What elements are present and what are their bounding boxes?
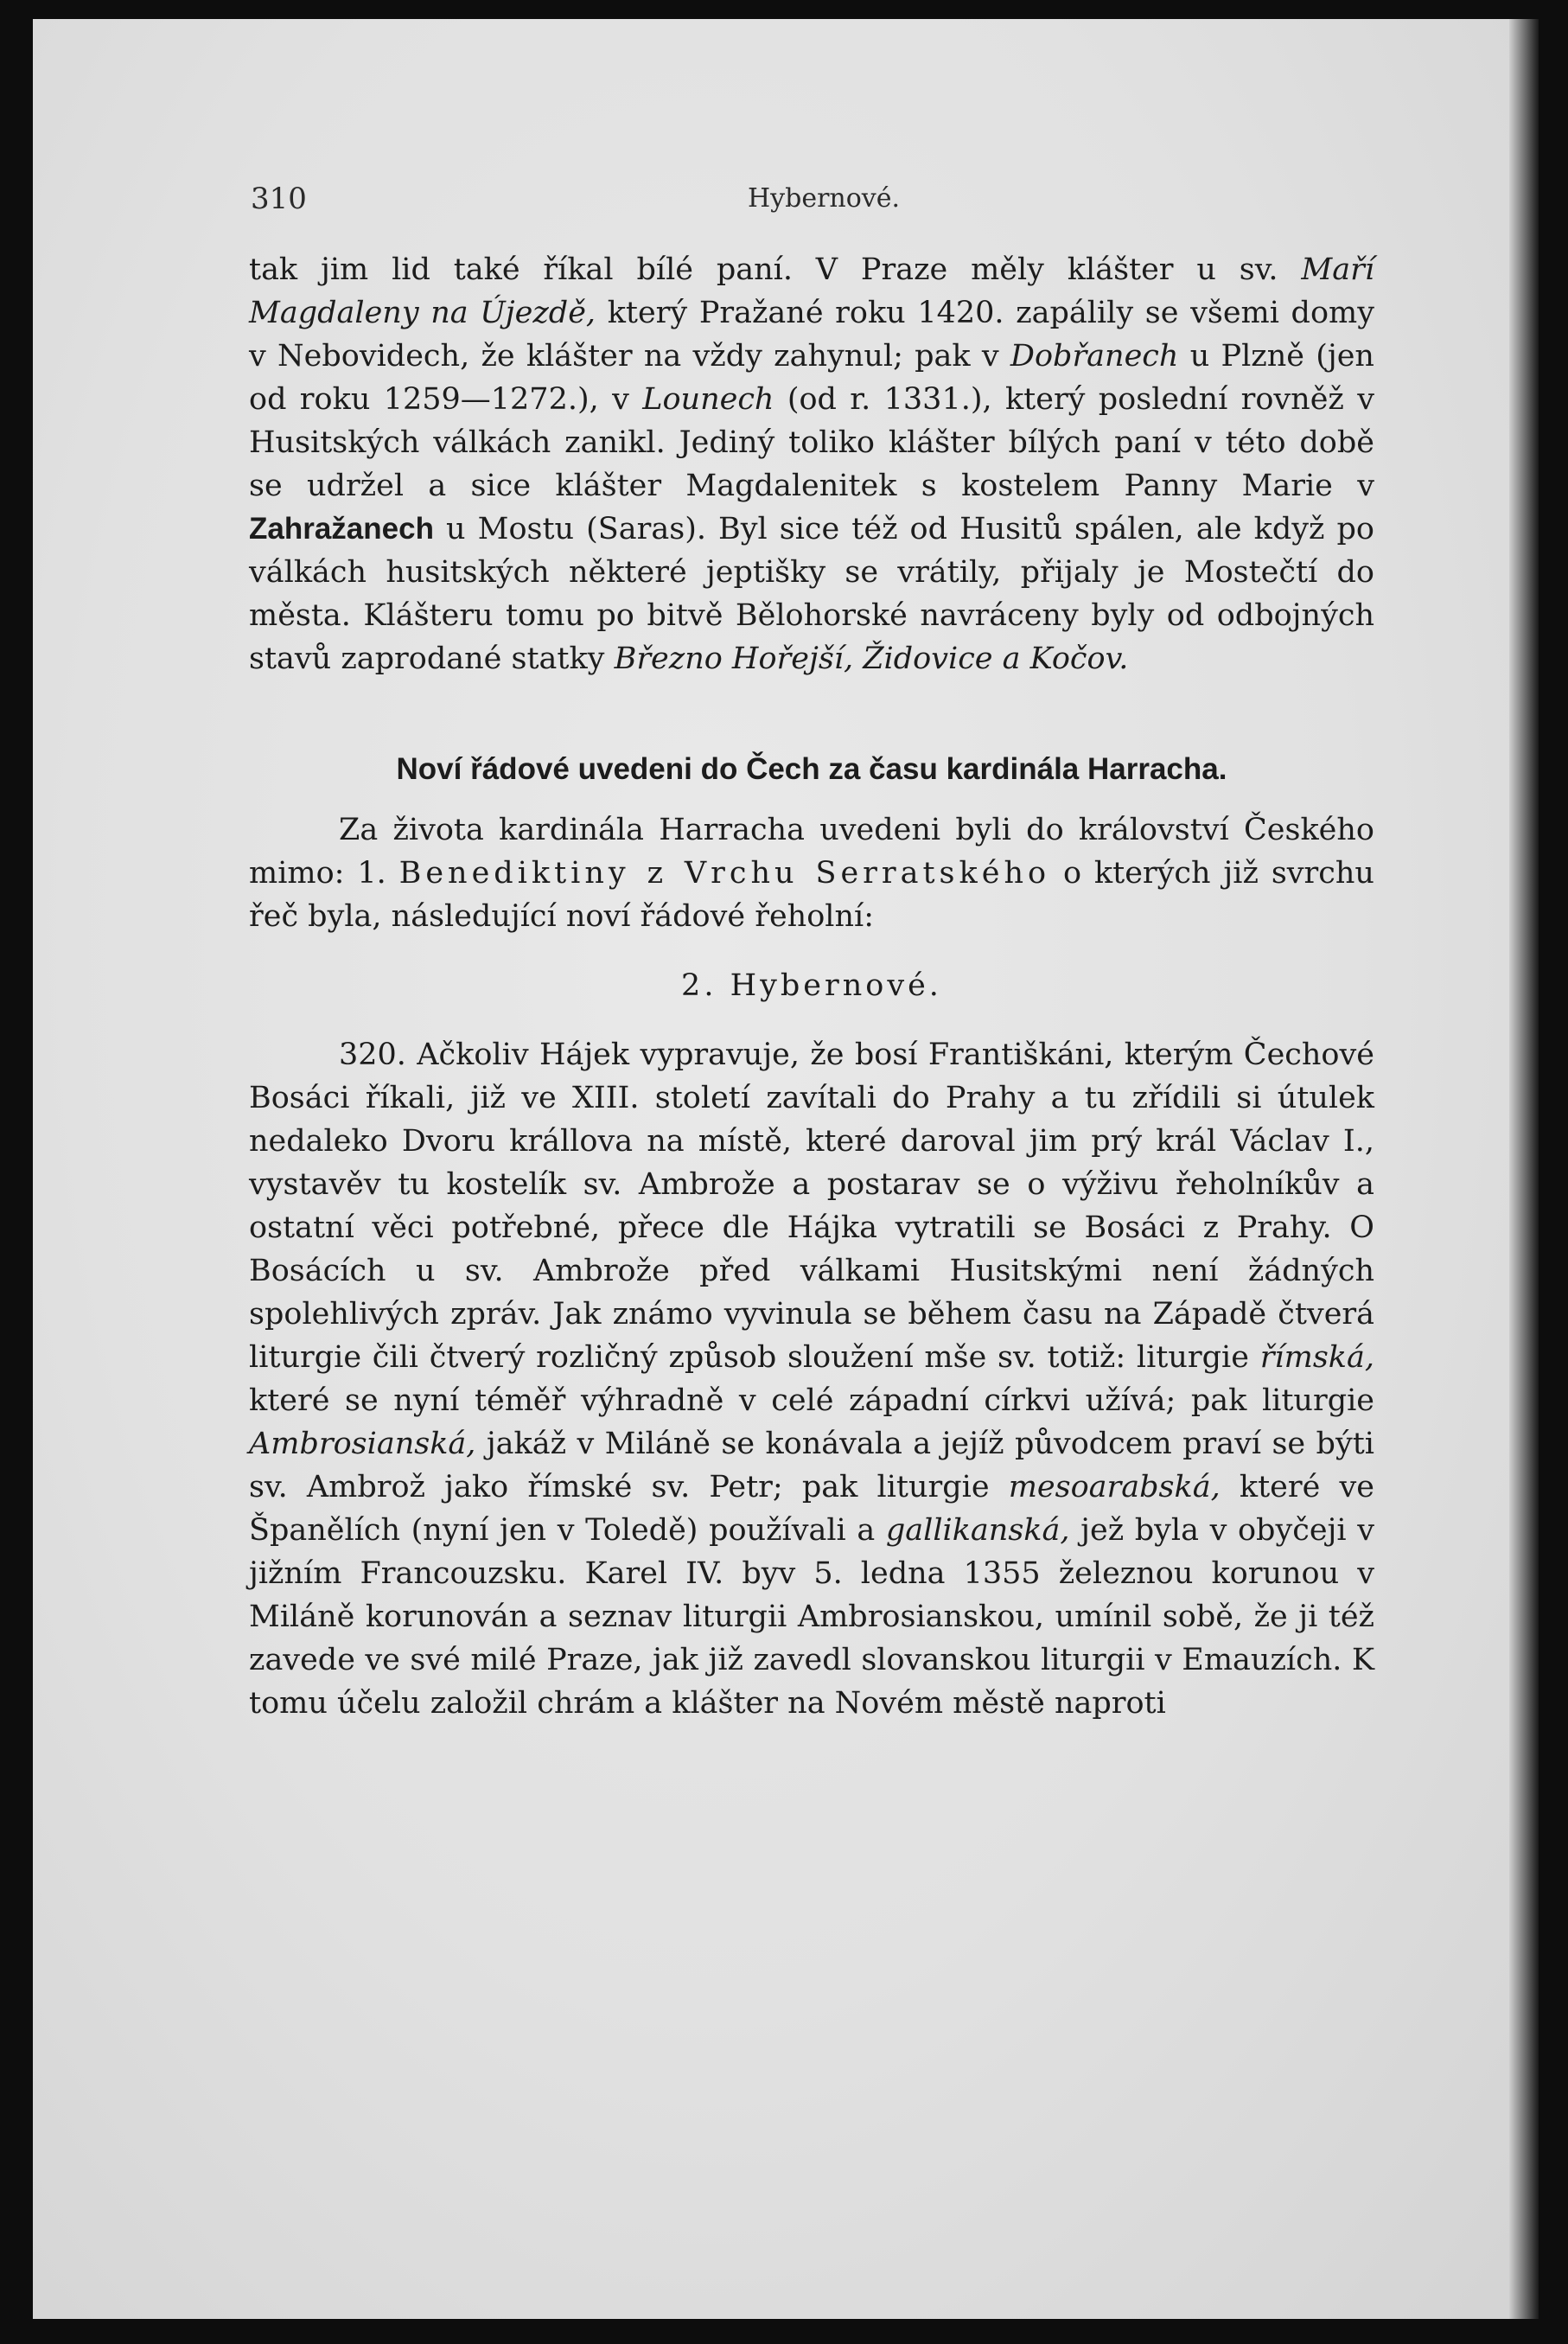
text-span: u Mostu (Saras). Byl sice též od Husitů spálen, ale když po válkách husitských některé jeptišky se vrátily, přijaly je Mostečtí do města. Klášteru tomu po bitvě Bělohorské navráceny byly od odbojných stavů zaprodané statky	[249, 512, 1374, 676]
text-span: které ve Španělích (nyní jen v Toledě) používali a	[249, 1470, 1374, 1548]
page-header	[251, 182, 1374, 225]
text-span: 320. Ačkoliv Hájek vypravuje, že bosí Františkáni, kterým Čechové Bosáci říkali, již ve XIII. století zavítali do Prahy a tu zřídili si útulek nedaleko Dvoru krállova na místě, které daroval jim prý král Václav I., vystavěv tu kostelík sv. Ambrože a postarav se o výživu řeholníkův a ostatní věci potřebné, přece dle Hájka vytratili se Bosáci z Prahy. O Bosácích u sv. Ambrože před válkami Husitskými není žádných spolehlivých zpráv. Jak známo vyvinula se během času na Západě čtverá liturgie čili čtverý rozličný způsob sloužení mše sv. totiž: liturgie	[249, 1038, 1374, 1375]
scanned-page	[33, 19, 1539, 2319]
page-text	[249, 248, 1374, 1725]
liturgy-term: římská,	[1259, 1340, 1374, 1375]
text-span: jež byla v obyčeji v jižním Francouzsku. Karel IV. byv 5. ledna 1355 železnou korunou v Miláně korunován a seznav liturgii Ambrosianskou, umínil sobě, že ji též zavede ve své milé Praze, jak již zavedl slovanskou liturgii v Emauzích. K tomu účelu založil chrám a klášter na Novém městě naproti	[249, 1513, 1374, 1721]
liturgy-term: mesoarabská,	[1008, 1470, 1221, 1504]
paragraph-3	[249, 1033, 1374, 1725]
place-name: Maří Magdaleny na Újezdě,	[249, 252, 1374, 330]
paragraph-1	[249, 248, 1374, 680]
text-span: u Plzně (jen od roku 1259—1272.), v	[249, 339, 1374, 417]
spaced-term: Benediktiny z Vrchu Serratského	[398, 856, 1051, 891]
liturgy-term: Ambrosianská,	[249, 1427, 476, 1461]
page-edge-shadow	[1509, 19, 1539, 2319]
page-number: 310	[251, 182, 307, 216]
text-span: (od r. 1331.), který poslední rovněž v Husitských válkách zanikl. Jediný toliko klášter bílých paní v této době se udržel a sice klášter Magdalenitek s kostelem Panny Marie v	[249, 382, 1374, 503]
text-span: tak jim lid také říkal bílé paní. V Praze měly klášter u sv.	[249, 252, 1278, 287]
place-name: Dobřanech	[1010, 339, 1179, 374]
subheading: 2. Hybernové.	[681, 968, 942, 1003]
text-span: jakáž v Miláně se konávala a jejíž původcem praví se býti sv. Ambrož jako římské sv. Petr; pak liturgie	[249, 1427, 1374, 1504]
text-span: které se nyní téměř výhradně v celé západní církvi užívá; pak liturgie	[249, 1383, 1374, 1418]
place-name-bold: Zahražanech	[249, 512, 434, 546]
place-name: Lounech	[642, 382, 774, 417]
text-span: o kterých již svrchu řeč byla, následující noví řádové řeholní:	[249, 856, 1374, 934]
section-title: Noví řádové uvedeni do Čech za času kardinála Harracha.	[396, 752, 1227, 786]
paragraph-2	[249, 808, 1374, 938]
liturgy-term: gallikanská,	[885, 1513, 1070, 1548]
place-name: Březno Hořejší, Židovice a Kočov.	[614, 642, 1129, 676]
text-span: Za života kardinála Harracha uvedeni byli do království Českého mimo: 1.	[249, 813, 1374, 891]
text-span: který Pražané roku 1420. zapálily se všemi domy v Nebovidech, že klášter na vždy zahynul; pak v	[249, 296, 1374, 374]
running-head: Hybernové.	[748, 183, 901, 214]
